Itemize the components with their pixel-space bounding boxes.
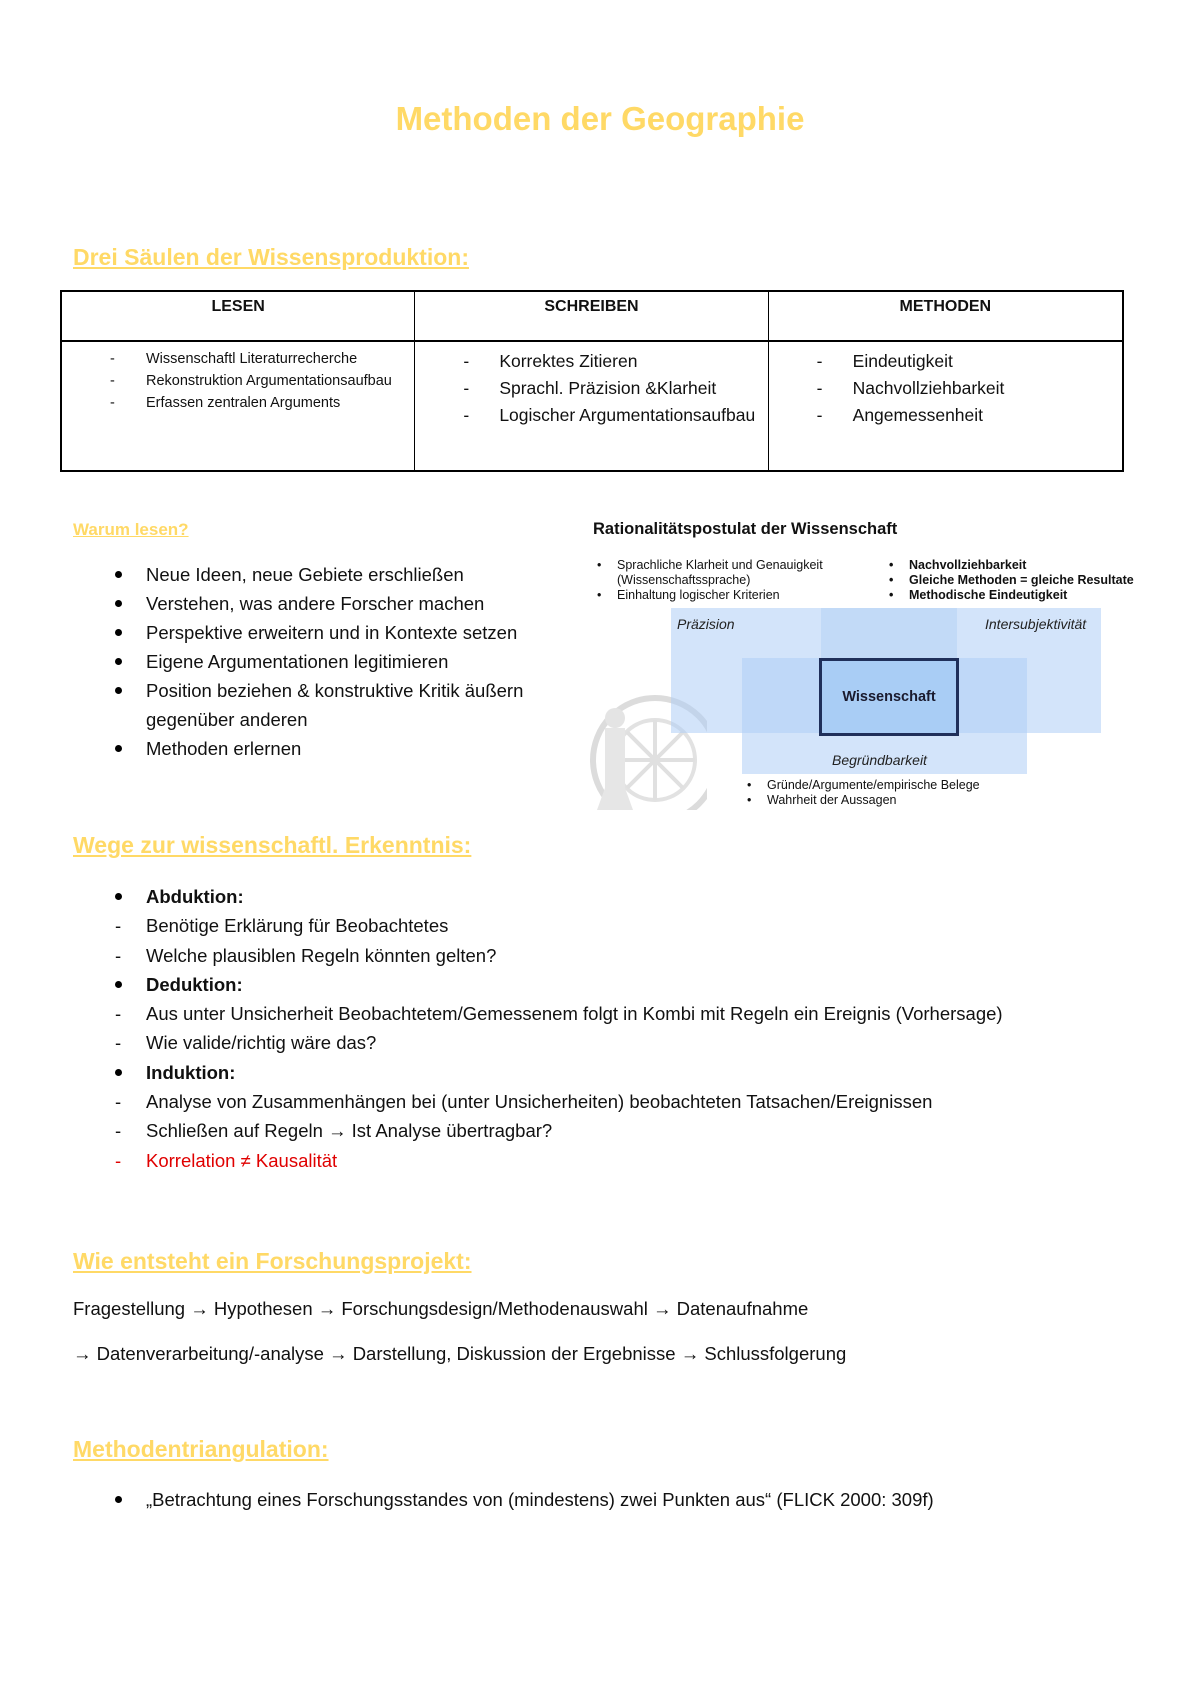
diagram-right-notes: • Nachvollziehbarkeit • Gleiche Methoden = gleiche Resultate • Methodische Eindeutigkeit — [889, 558, 1134, 602]
diagram-note: Nachvollziehbarkeit — [909, 558, 1027, 572]
list-item: - Wie valide/richtig wäre das? — [73, 1028, 1133, 1057]
diagram-note: Gründe/Argumente/empirische Belege — [767, 778, 980, 792]
table-header-lesen: LESEN — [62, 292, 415, 342]
list-item: Position beziehen & konstruktive Kritik äußern gegenüber anderen — [73, 676, 583, 734]
diagram-note: Einhaltung logischer Kriterien — [617, 588, 780, 602]
list-item: - Angemessenheit — [769, 402, 1122, 429]
pillars-heading: Drei Säulen der Wissensproduktion: — [73, 244, 469, 270]
list-item: Eigene Argumentationen legitimieren — [73, 647, 583, 676]
table-cell-schreiben — [415, 342, 768, 470]
list-item: - Erfassen zentralen Arguments — [62, 392, 414, 414]
list-item: - Korrelation ≠ Kausalität — [73, 1146, 1133, 1175]
list-item: - Benötige Erklärung für Beobachtetes — [73, 911, 1133, 940]
pillars-table — [60, 290, 1124, 472]
list-item: - Korrektes Zitieren — [415, 348, 767, 375]
list-item: Methoden erlernen — [73, 734, 583, 763]
precision-label: Präzision — [677, 616, 735, 632]
diagram-title: Rationalitätspostulat der Wissenschaft — [593, 520, 898, 538]
project-steps-line-2: → Datenverarbeitung/-analyse → Darstellung, Diskussion der Ergebnisse → Schlussfolgerung — [73, 1343, 847, 1364]
list-item: Perspektive erweitern und in Kontexte setzen — [73, 618, 583, 647]
list-item: Deduktion: — [73, 970, 1133, 999]
list-item: - Nachvollziehbarkeit — [769, 375, 1122, 402]
list-item: - Sprachl. Präzision &Klarheit — [415, 375, 767, 402]
list-item: - Logischer Argumentationsaufbau — [415, 402, 767, 429]
intersubjectivity-label: Intersubjektivität — [985, 616, 1087, 632]
triangulation-heading: Methodentriangulation: — [73, 1436, 329, 1462]
list-item: Verstehen, was andere Forscher machen — [73, 589, 583, 618]
diagram-note: Gleiche Methoden = gleiche Resultate — [909, 573, 1134, 587]
list-item: - Wissenschaftl Literaturrecherche — [62, 348, 414, 370]
project-steps-line-1: Fragestellung → Hypothesen → Forschungsdesign/Methodenauswahl → Datenaufnahme — [73, 1298, 809, 1319]
table-header-methoden: METHODEN — [769, 292, 1122, 342]
rationality-diagram — [585, 520, 1185, 810]
diagram-note: Methodische Eindeutigkeit — [909, 588, 1068, 602]
knowledge-list — [73, 882, 1133, 1175]
project-heading: Wie entsteht ein Forschungsprojekt: — [73, 1248, 472, 1274]
list-item: - Welche plausiblen Regeln könnten gelten? — [73, 941, 1133, 970]
list-item: - Eindeutigkeit — [769, 348, 1122, 375]
page-title: Methoden der Geographie — [395, 100, 805, 137]
list-item: - Schließen auf Regeln → Ist Analyse übertragbar? — [73, 1116, 1133, 1145]
justification-label: Begründbarkeit — [832, 752, 927, 768]
diagram-note: Wahrheit der Aussagen — [767, 793, 897, 807]
table-cell-methoden — [769, 342, 1122, 470]
diagram-bottom-notes: • Gründe/Argumente/empirische Belege • Wahrheit der Aussagen — [747, 778, 980, 807]
list-item: „Betrachtung eines Forschungsstandes von (mindestens) zwei Punkten aus“ (FLICK 2000: 309f) — [73, 1485, 1133, 1514]
list-item: - Aus unter Unsicherheit Beobachtetem/Gemessenem folgt in Kombi mit Regeln ein Ereignis (Vorhersage) — [73, 999, 1133, 1028]
list-item: Abduktion: — [73, 882, 1133, 911]
list-item: - Analyse von Zusammenhängen bei (unter Unsicherheiten) beobachteten Tatsachen/Ereignissen — [73, 1087, 1133, 1116]
table-cell-lesen — [62, 342, 415, 470]
list-item: - Rekonstruktion Argumentationsaufbau — [62, 370, 414, 392]
table-header-schreiben: SCHREIBEN — [415, 292, 768, 342]
science-box: Wissenschaft — [819, 658, 959, 736]
why-read-list — [73, 560, 583, 763]
diagram-left-notes: • Sprachliche Klarheit und Genauigkeit (Wissenschaftssprache) • Einhaltung logischer Kriterien — [597, 558, 823, 602]
list-item: Neue Ideen, neue Gebiete erschließen — [73, 560, 583, 589]
diagram-note: Sprachliche Klarheit und Genauigkeit (Wissenschaftssprache) — [617, 558, 823, 587]
triangulation-list — [73, 1485, 1133, 1514]
why-read-heading: Warum lesen? — [73, 520, 189, 539]
list-item: Induktion: — [73, 1058, 1133, 1087]
knowledge-heading: Wege zur wissenschaftl. Erkenntnis: — [73, 832, 472, 858]
